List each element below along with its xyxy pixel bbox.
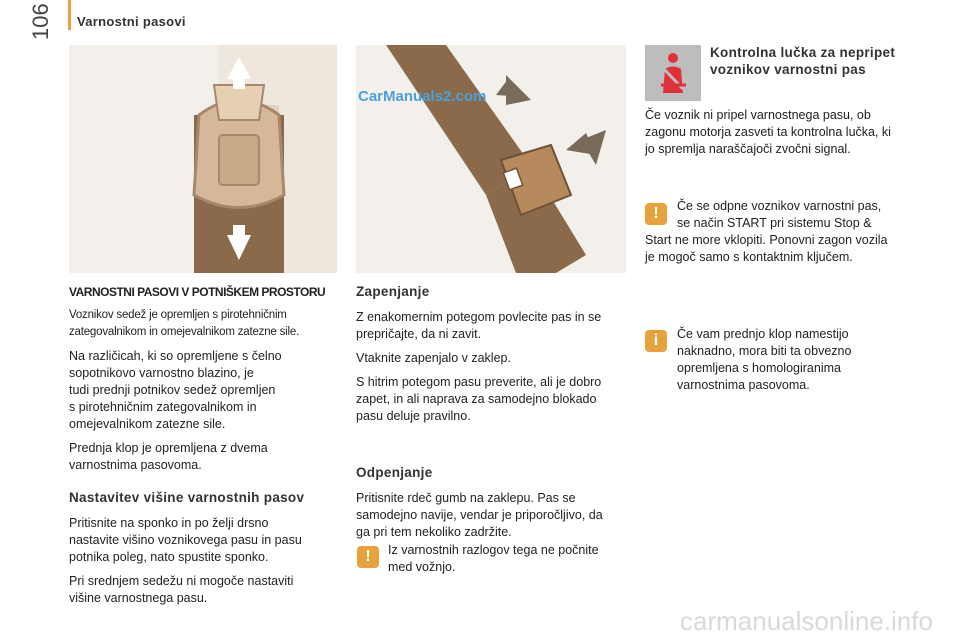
- paragraph-lamp-description: Če voznik ni pripel varnostnega pasu, ob zagonu motorja zasveti ta kontrolna lučka, ki jo spremlja naraščajoči zvočni signal.: [645, 108, 891, 156]
- section-title: Varnostni pasovi: [77, 14, 186, 29]
- height-adjuster-drawing: [69, 45, 337, 273]
- cabin-seatbelts-heading: VARNOSTNI PASOVI V POTNIŠKEM PROSTORU: [69, 285, 326, 299]
- unfastening-heading: Odpenjanje: [356, 465, 433, 480]
- header-accent-bar: [68, 0, 71, 30]
- paragraph-insert-buckle: Vtaknite zapenjalo v zaklep.: [356, 351, 511, 365]
- info-icon: i: [645, 330, 667, 352]
- seatbelt-buckle-illustration: [356, 45, 626, 273]
- paragraph-check-buckle: S hitrim potegom pasu preverite, ali je dobro zapet, in ali naprava za samodejno blokado pasu deluje pravilno.: [356, 375, 602, 423]
- buckle-drawing: [356, 45, 626, 273]
- warning-icon: !: [645, 203, 667, 225]
- paragraph-front-bench: Prednja klop je opremljena z dvema varnostnima pasovoma.: [69, 441, 268, 472]
- fastening-heading: Zapenjanje: [356, 284, 430, 299]
- seatbelt-lamp-icon: [645, 45, 701, 101]
- driving-warning: Iz varnostnih razlogov tega ne počnite med vožnjo.: [388, 543, 599, 574]
- stop-start-warning: Če se odpne voznikov varnostni pas, se način START pri sistemu Stop & Start ne more vklopiti. Ponovni zagon vozila je mogoč samo s kontaktnim ključem.: [645, 199, 888, 264]
- middle-column: [356, 284, 636, 548]
- paragraph-middle-seat: Pri srednjem sedežu ni mogoče nastaviti višine varnostnega pasu.: [69, 574, 294, 605]
- seatbelt-height-illustration: [69, 45, 337, 273]
- paragraph-passenger-seat: Na različicah, ki so opremljene s čelno sopotnikovo varnostno blazino, je tudi prednji potnikov sedež opremljen s pirotehničnim zategovalnikom in omejevalnikom zatezne sile.: [69, 349, 282, 431]
- paragraph-unfastening: Pritisnite rdeč gumb na zaklepu. Pas se samodejno navije, vendar je priporočljivo, da ga pri tem nekoliko zadržite.: [356, 491, 603, 539]
- warning-icon: !: [357, 546, 379, 568]
- page-number: 106: [28, 3, 53, 40]
- lamp-heading: Kontrolna lučka za nepripet voznikov varnostni pas: [710, 45, 896, 77]
- paragraph-height-adjust: Pritisnite na sponko in po želji drsno nastavite višino voznikovega pasu in pasu potnika poleg, nato spustite sponko.: [69, 516, 302, 564]
- watermark-bottom: carmanualsonline.info: [680, 606, 933, 636]
- height-adjust-heading: Nastavitev višine varnostnih pasov: [69, 490, 305, 505]
- intro-paragraph: Voznikov sedež je opremljen s pirotehničnim zategovalnikom in omejevalnikom zatezne sile.: [69, 309, 300, 338]
- front-bench-info: Če vam prednjo klop namestijo naknadno, mora biti ta obvezno opremljena s homologiranima varnostnima pasovoma.: [677, 327, 852, 392]
- paragraph-fastening-pull: Z enakomernim potegom povlecite pas in se prepričajte, da ni zavit.: [356, 310, 602, 341]
- watermark-top: CarManuals2.com: [358, 88, 487, 105]
- left-column: [69, 285, 344, 614]
- seatbelt-warning-lamp: [645, 45, 701, 101]
